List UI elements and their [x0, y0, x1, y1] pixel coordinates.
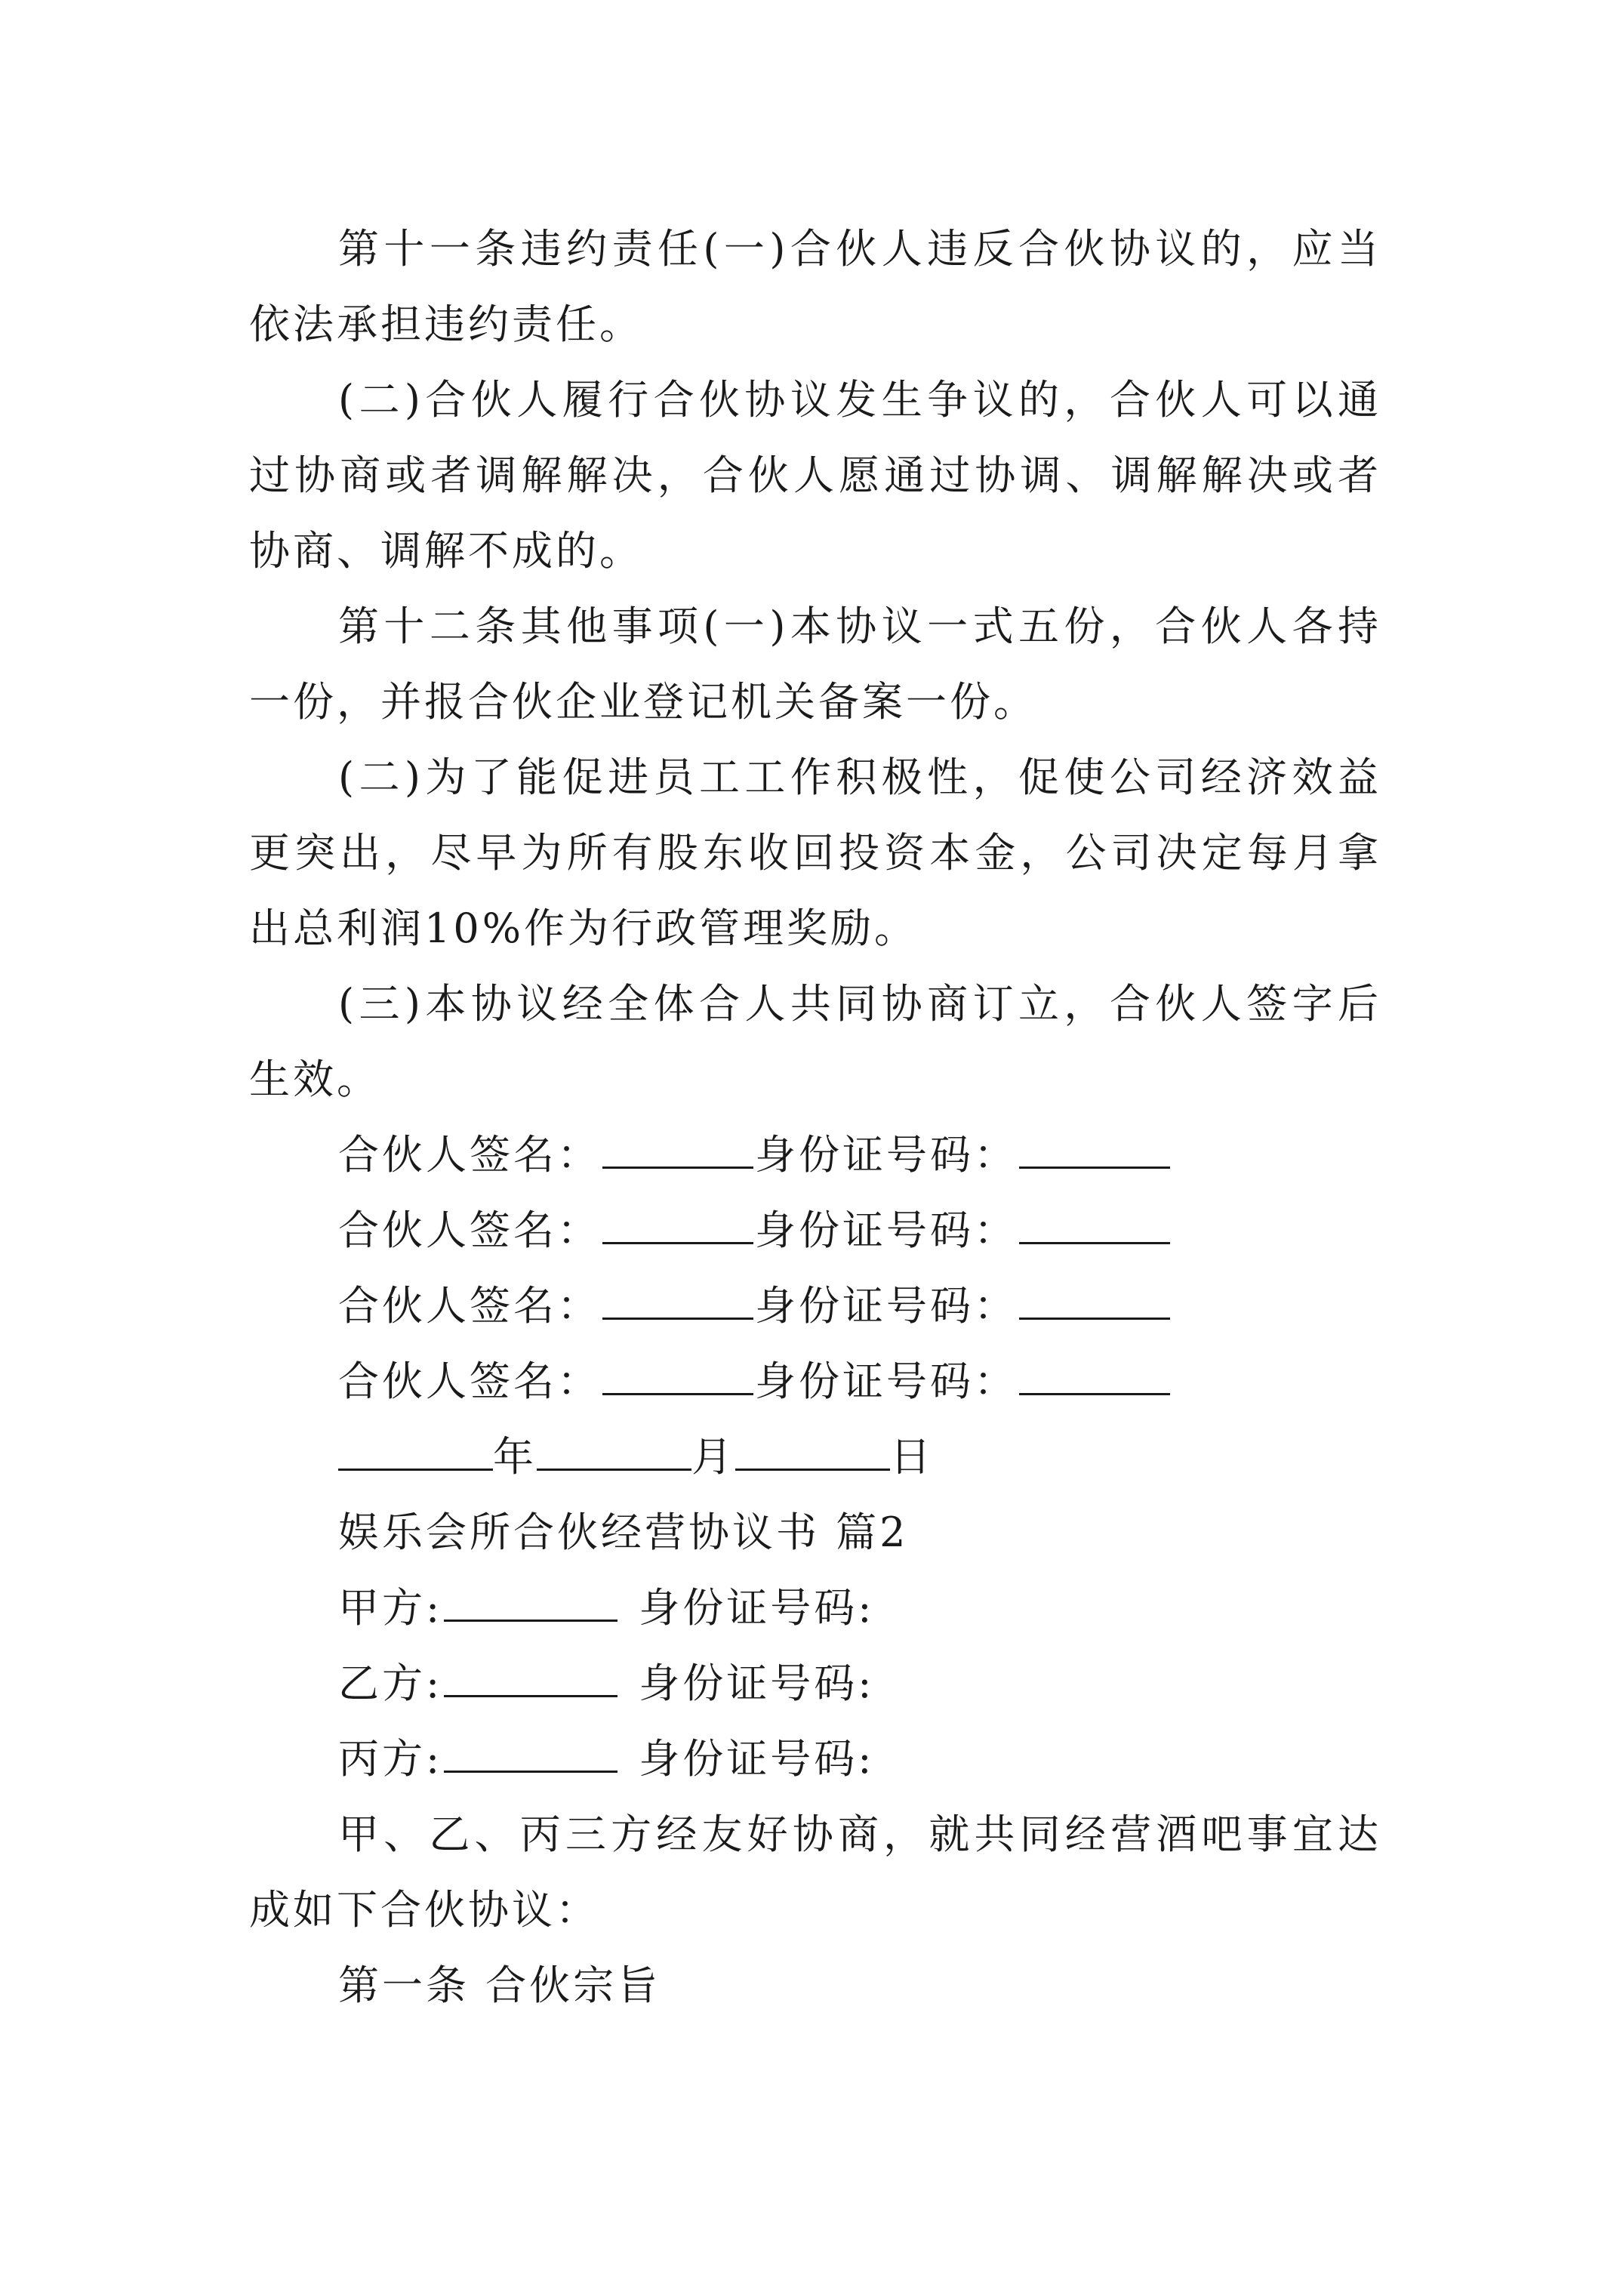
month-label: 月 [691, 1433, 735, 1481]
paragraph-article-12: 第十二条其他事项(一)本协议一式五份，合伙人各持一份，并报合伙企业登记机关备案一份。 [249, 603, 1381, 726]
id-number-label: 身份证号码： [755, 1207, 1018, 1254]
id-number-blank [1019, 1277, 1170, 1320]
signature-label: 合伙人签名： [338, 1358, 601, 1405]
signature-blank [602, 1277, 753, 1320]
day-label: 日 [890, 1433, 934, 1481]
party-label: 乙方: [338, 1660, 443, 1707]
signature-label: 合伙人签名： [338, 1131, 601, 1179]
month-blank [537, 1428, 691, 1471]
day-blank [735, 1428, 890, 1471]
signature-label: 合伙人签名： [338, 1207, 601, 1254]
party-name-blank [444, 1579, 617, 1622]
signature-row [249, 1193, 1381, 1268]
party-name-blank [444, 1654, 617, 1697]
party-row-b [249, 1646, 1381, 1721]
signature-row [249, 1268, 1381, 1344]
party-id-label: 身份证号码: [639, 1735, 875, 1783]
year-label: 年 [493, 1433, 537, 1481]
signature-blank [602, 1201, 753, 1244]
signature-blank [602, 1352, 753, 1395]
article-one-heading: 第一条 合伙宗旨 [338, 1962, 661, 2009]
party-row-c [249, 1721, 1381, 1797]
id-number-blank [1019, 1201, 1170, 1244]
paragraph-incentive: (二)为了能促进员工工作积极性，促使公司经济效益更突出，尽早为所有股东收回投资本金，公司决定每月拿出总利润10%作为行政管理奖励。 [249, 754, 1381, 952]
party-row-a [249, 1570, 1381, 1646]
paragraph-effective: (三)本协议经全体合人共同协商订立，合伙人签字后生效。 [249, 980, 1381, 1103]
party-name-blank [444, 1730, 617, 1773]
signature-row [249, 1344, 1381, 1419]
id-number-label: 身份证号码： [755, 1282, 1018, 1330]
date-line [249, 1419, 1381, 1495]
id-number-blank [1019, 1126, 1170, 1169]
year-blank [338, 1428, 493, 1471]
section-title: 娱乐会所合伙经营协议书 篇2 [338, 1509, 909, 1556]
party-label: 丙方: [338, 1735, 443, 1783]
signature-label: 合伙人签名： [338, 1282, 601, 1330]
party-id-label: 身份证号码: [639, 1584, 875, 1632]
signature-blank [602, 1126, 753, 1169]
id-number-label: 身份证号码： [755, 1358, 1018, 1405]
signature-row [249, 1117, 1381, 1193]
paragraph-dispute: (二)合伙人履行合伙协议发生争议的，合伙人可以通过协商或者调解解决，合伙人愿通过协调、调解解决或者协商、调解不成的。 [249, 376, 1381, 575]
id-number-blank [1019, 1352, 1170, 1395]
document-body [249, 211, 1381, 2023]
party-label: 甲方: [338, 1584, 443, 1632]
id-number-label: 身份证号码： [755, 1131, 1018, 1179]
paragraph-article-11: 第十一条违约责任(一)合伙人违反合伙协议的，应当依法承担违约责任。 [249, 225, 1381, 348]
paragraph-intro: 甲、乙、丙三方经友好协商，就共同经营酒吧事宜达成如下合伙协议： [249, 1811, 1381, 1934]
party-id-label: 身份证号码: [639, 1660, 875, 1707]
